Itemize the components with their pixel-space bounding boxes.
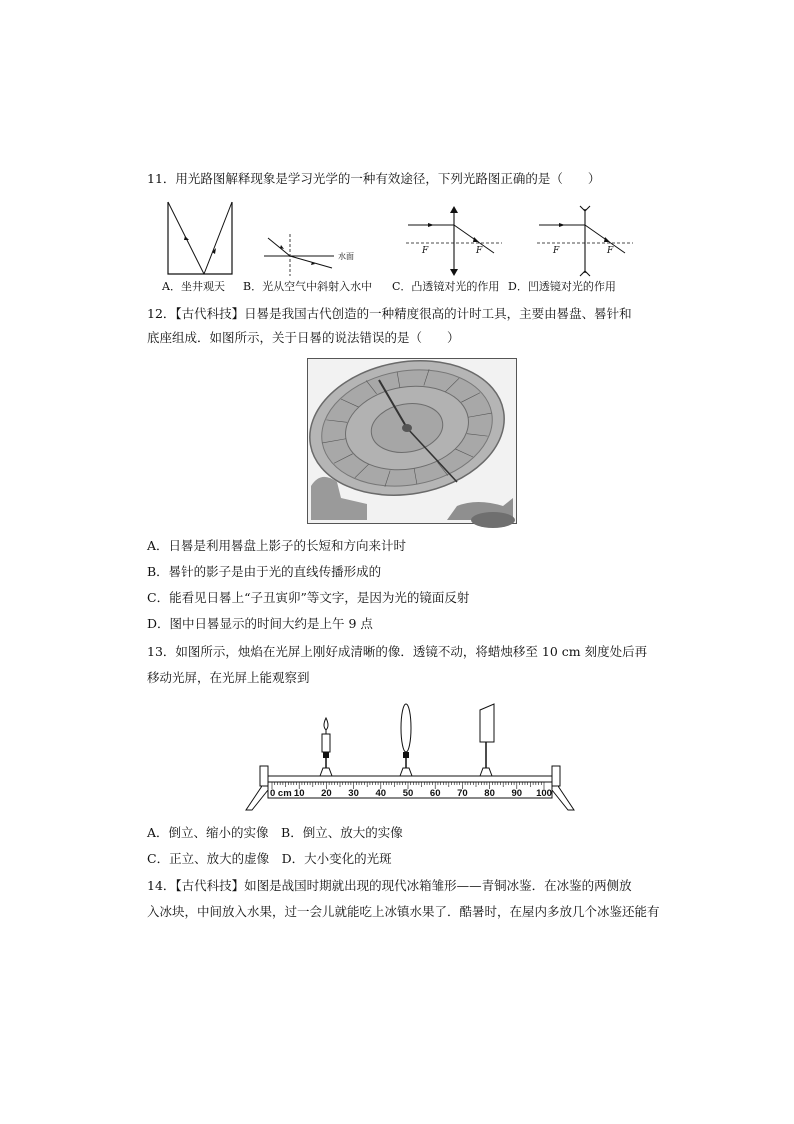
q11-option-b: B．光从空气中斜射入水中: [243, 280, 373, 293]
focal-point-left-c: F: [422, 246, 429, 256]
q11-stem: 11．用光路图解释现象是学习光学的一种有效途径，下列光路图正确的是（ ）: [147, 171, 601, 186]
q11-diagram-a: [160, 198, 240, 278]
ruler-label: 70: [457, 788, 468, 799]
q12-option-b: B．晷针的影子是由于光的直线传播形成的: [147, 564, 382, 579]
ruler-label: 80: [484, 788, 495, 799]
water-surface-label: 水面: [338, 252, 354, 261]
q14-stem-line1: 14．【古代科技】如图是战国时期就出现的现代冰箱雏形——青铜冰鉴．在冰鉴的两侧放: [147, 878, 632, 893]
q13-stem-line2: 移动光屏，在光屏上能观察到: [147, 670, 310, 685]
q12-stem-line2: 底座组成．如图所示，关于日晷的说法错误的是（ ）: [147, 330, 460, 345]
q11-diagram-b: [262, 228, 362, 278]
q13-options-line1: A．倒立、缩小的实像 B．倒立、放大的实像: [147, 825, 403, 840]
focal-point-left-d: F: [553, 246, 560, 256]
q12-option-a: A．日晷是利用晷盘上影子的长短和方向来计时: [147, 538, 407, 553]
ruler-label: 100: [536, 788, 552, 799]
sundial-photo: [307, 358, 517, 524]
ruler-label: 30: [348, 788, 359, 799]
focal-point-right-c: F: [476, 246, 483, 256]
ruler-label: 10: [293, 788, 305, 799]
q11-option-a: A．坐井观天: [162, 280, 225, 293]
q14-stem-line2: 入冰块，中间放入水果，过一会儿就能吃上冰镇水果了．酷暑时，在屋内多放几个冰鉴还能有: [147, 904, 660, 919]
ruler-label: 60: [429, 788, 441, 799]
focal-point-right-d: F: [607, 246, 614, 256]
q13-options-line2: C．正立、放大的虚像 D．大小变化的光斑: [147, 851, 392, 866]
q12-option-d: D．图中日晷显示的时间大约是上午 9 点: [147, 616, 373, 631]
q12-stem-line1: 12．【古代科技】日晷是我国古代创造的一种精度很高的计时工具，主要由晷盘、晷针和: [147, 306, 632, 321]
q11-diagram-d: [535, 205, 635, 277]
optical-bench: [244, 696, 576, 812]
q13-stem-line1: 13．如图所示，烛焰在光屏上刚好成清晰的像．透镜不动，将蜡烛移至 10 cm 刻度处后再: [147, 644, 648, 659]
ruler-label: 50: [402, 788, 414, 799]
ruler-label: 20: [321, 788, 332, 799]
ruler-label: 90: [511, 788, 523, 799]
ruler-label: 0 cm: [270, 788, 292, 799]
q11-option-c: C．凸透镜对光的作用: [392, 280, 500, 293]
q11-option-d: D．凹透镜对光的作用: [508, 280, 616, 293]
ruler-label: 40: [375, 788, 387, 799]
q11-diagram-c: [404, 205, 504, 277]
q12-option-c: C．能看见日晷上“子丑寅卯”等文字，是因为光的镜面反射: [147, 590, 470, 605]
